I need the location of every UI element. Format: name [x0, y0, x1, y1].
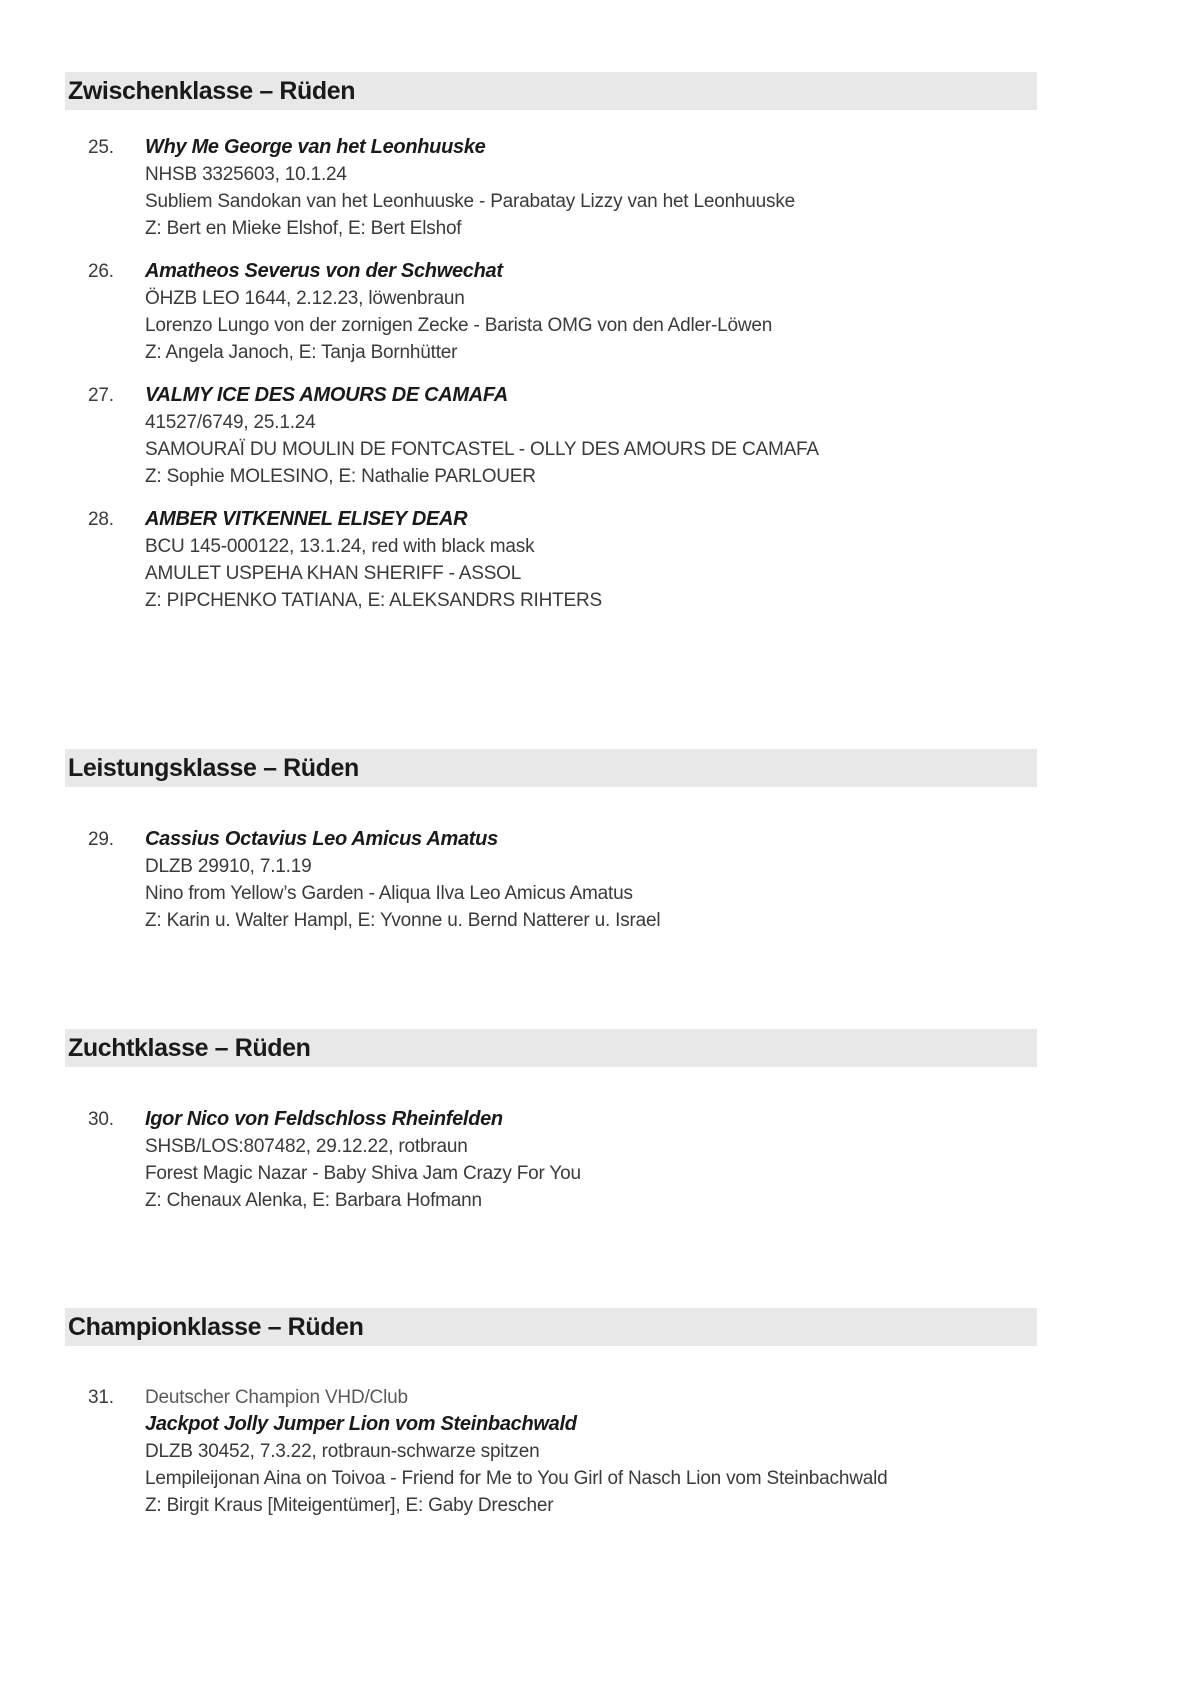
entry-details — [145, 506, 1190, 614]
entry-breeder-owner: Z: Karin u. Walter Hampl, E: Yvonne u. Bernd Natterer u. Israel — [145, 910, 661, 931]
entry-details — [145, 382, 1190, 490]
entry-registration: DLZB 30452, 7.3.22, rotbraun-schwarze spitzen — [145, 1441, 540, 1462]
class-section — [0, 1029, 1190, 1214]
entry-parents: AMULET USPEHA KHAN SHERIFF - ASSOL — [145, 563, 522, 584]
entry-dog-name: AMBER VITKENNEL ELISEY DEAR — [145, 508, 468, 530]
catalog-entry — [0, 134, 1190, 242]
catalog-entry — [0, 258, 1190, 366]
entry-details — [145, 134, 1190, 242]
catalog-entry — [0, 1106, 1190, 1214]
entry-dog-name: Jackpot Jolly Jumper Lion vom Steinbachwald — [145, 1413, 577, 1435]
class-section — [0, 72, 1190, 614]
section-header-bar — [65, 1308, 1037, 1346]
entry-details — [145, 1384, 1190, 1519]
section-header-bar — [65, 72, 1037, 110]
entry-parents: Forest Magic Nazar - Baby Shiva Jam Crazy For You — [145, 1163, 581, 1184]
catalog-entry — [0, 826, 1190, 934]
entry-breeder-owner: Z: Bert en Mieke Elshof, E: Bert Elshof — [145, 218, 462, 239]
entry-number: 27. — [88, 385, 114, 406]
entry-parents: Lorenzo Lungo von der zornigen Zecke - Barista OMG von den Adler-Löwen — [145, 315, 773, 336]
catalog-entry — [0, 382, 1190, 490]
entry-dog-name: Why Me George van het Leonhuuske — [145, 136, 486, 158]
entry-details — [145, 1106, 1190, 1214]
entry-breeder-owner: Z: Chenaux Alenka, E: Barbara Hofmann — [145, 1190, 482, 1211]
entry-details — [145, 258, 1190, 366]
entry-registration: DLZB 29910, 7.1.19 — [145, 856, 312, 877]
entry-breeder-owner: Z: Angela Janoch, E: Tanja Bornhütter — [145, 342, 458, 363]
entry-dog-name: VALMY ICE DES AMOURS DE CAMAFA — [145, 384, 508, 406]
section-title: Zuchtklasse – Rüden — [68, 1033, 311, 1062]
entry-number: 29. — [88, 829, 114, 850]
entry-parents: Nino from Yellow’s Garden - Aliqua Ilva Leo Amicus Amatus — [145, 883, 633, 904]
entry-champion-title: Deutscher Champion VHD/Club — [145, 1387, 408, 1408]
entry-parents: Subliem Sandokan van het Leonhuuske - Parabatay Lizzy van het Leonhuuske — [145, 191, 795, 212]
entry-parents: Lempileijonan Aina on Toivoa - Friend for Me to You Girl of Nasch Lion vom Steinbachwald — [145, 1468, 888, 1489]
entry-registration: ÖHZB LEO 1644, 2.12.23, löwenbraun — [145, 288, 465, 309]
entry-number: 26. — [88, 261, 114, 282]
entry-dog-name: Amatheos Severus von der Schwechat — [145, 260, 503, 282]
entries-group — [0, 1106, 1190, 1214]
entry-parents: SAMOURAÏ DU MOULIN DE FONTCASTEL - OLLY DES AMOURS DE CAMAFA — [145, 439, 819, 460]
section-title: Leistungsklasse – Rüden — [68, 753, 359, 782]
entries-group — [0, 826, 1190, 934]
entry-number: 30. — [88, 1109, 114, 1130]
entry-breeder-owner: Z: PIPCHENKO TATIANA, E: ALEKSANDRS RIHTERS — [145, 590, 603, 611]
entries-group — [0, 134, 1190, 614]
entry-number: 28. — [88, 509, 114, 530]
catalog-entry — [0, 1384, 1190, 1519]
entry-number: 25. — [88, 137, 114, 158]
entries-group — [0, 1384, 1190, 1519]
section-header-bar — [65, 1029, 1037, 1067]
entry-registration: SHSB/LOS:807482, 29.12.22, rotbraun — [145, 1136, 468, 1157]
class-section — [0, 749, 1190, 934]
entry-dog-name: Igor Nico von Feldschloss Rheinfelden — [145, 1108, 503, 1130]
catalog-entry — [0, 506, 1190, 614]
entry-breeder-owner: Z: Birgit Kraus [Miteigentümer], E: Gaby Drescher — [145, 1495, 554, 1516]
section-title: Zwischenklasse – Rüden — [68, 76, 356, 105]
section-header-bar — [65, 749, 1037, 787]
entry-dog-name: Cassius Octavius Leo Amicus Amatus — [145, 828, 498, 850]
class-section — [0, 1308, 1190, 1519]
entry-breeder-owner: Z: Sophie MOLESINO, E: Nathalie PARLOUER — [145, 466, 536, 487]
entry-registration: BCU 145-000122, 13.1.24, red with black mask — [145, 536, 535, 557]
entry-registration: NHSB 3325603, 10.1.24 — [145, 164, 347, 185]
entry-details — [145, 826, 1190, 934]
section-title: Championklasse – Rüden — [68, 1312, 364, 1341]
entry-number: 31. — [88, 1387, 114, 1408]
entry-registration: 41527/6749, 25.1.24 — [145, 412, 316, 433]
